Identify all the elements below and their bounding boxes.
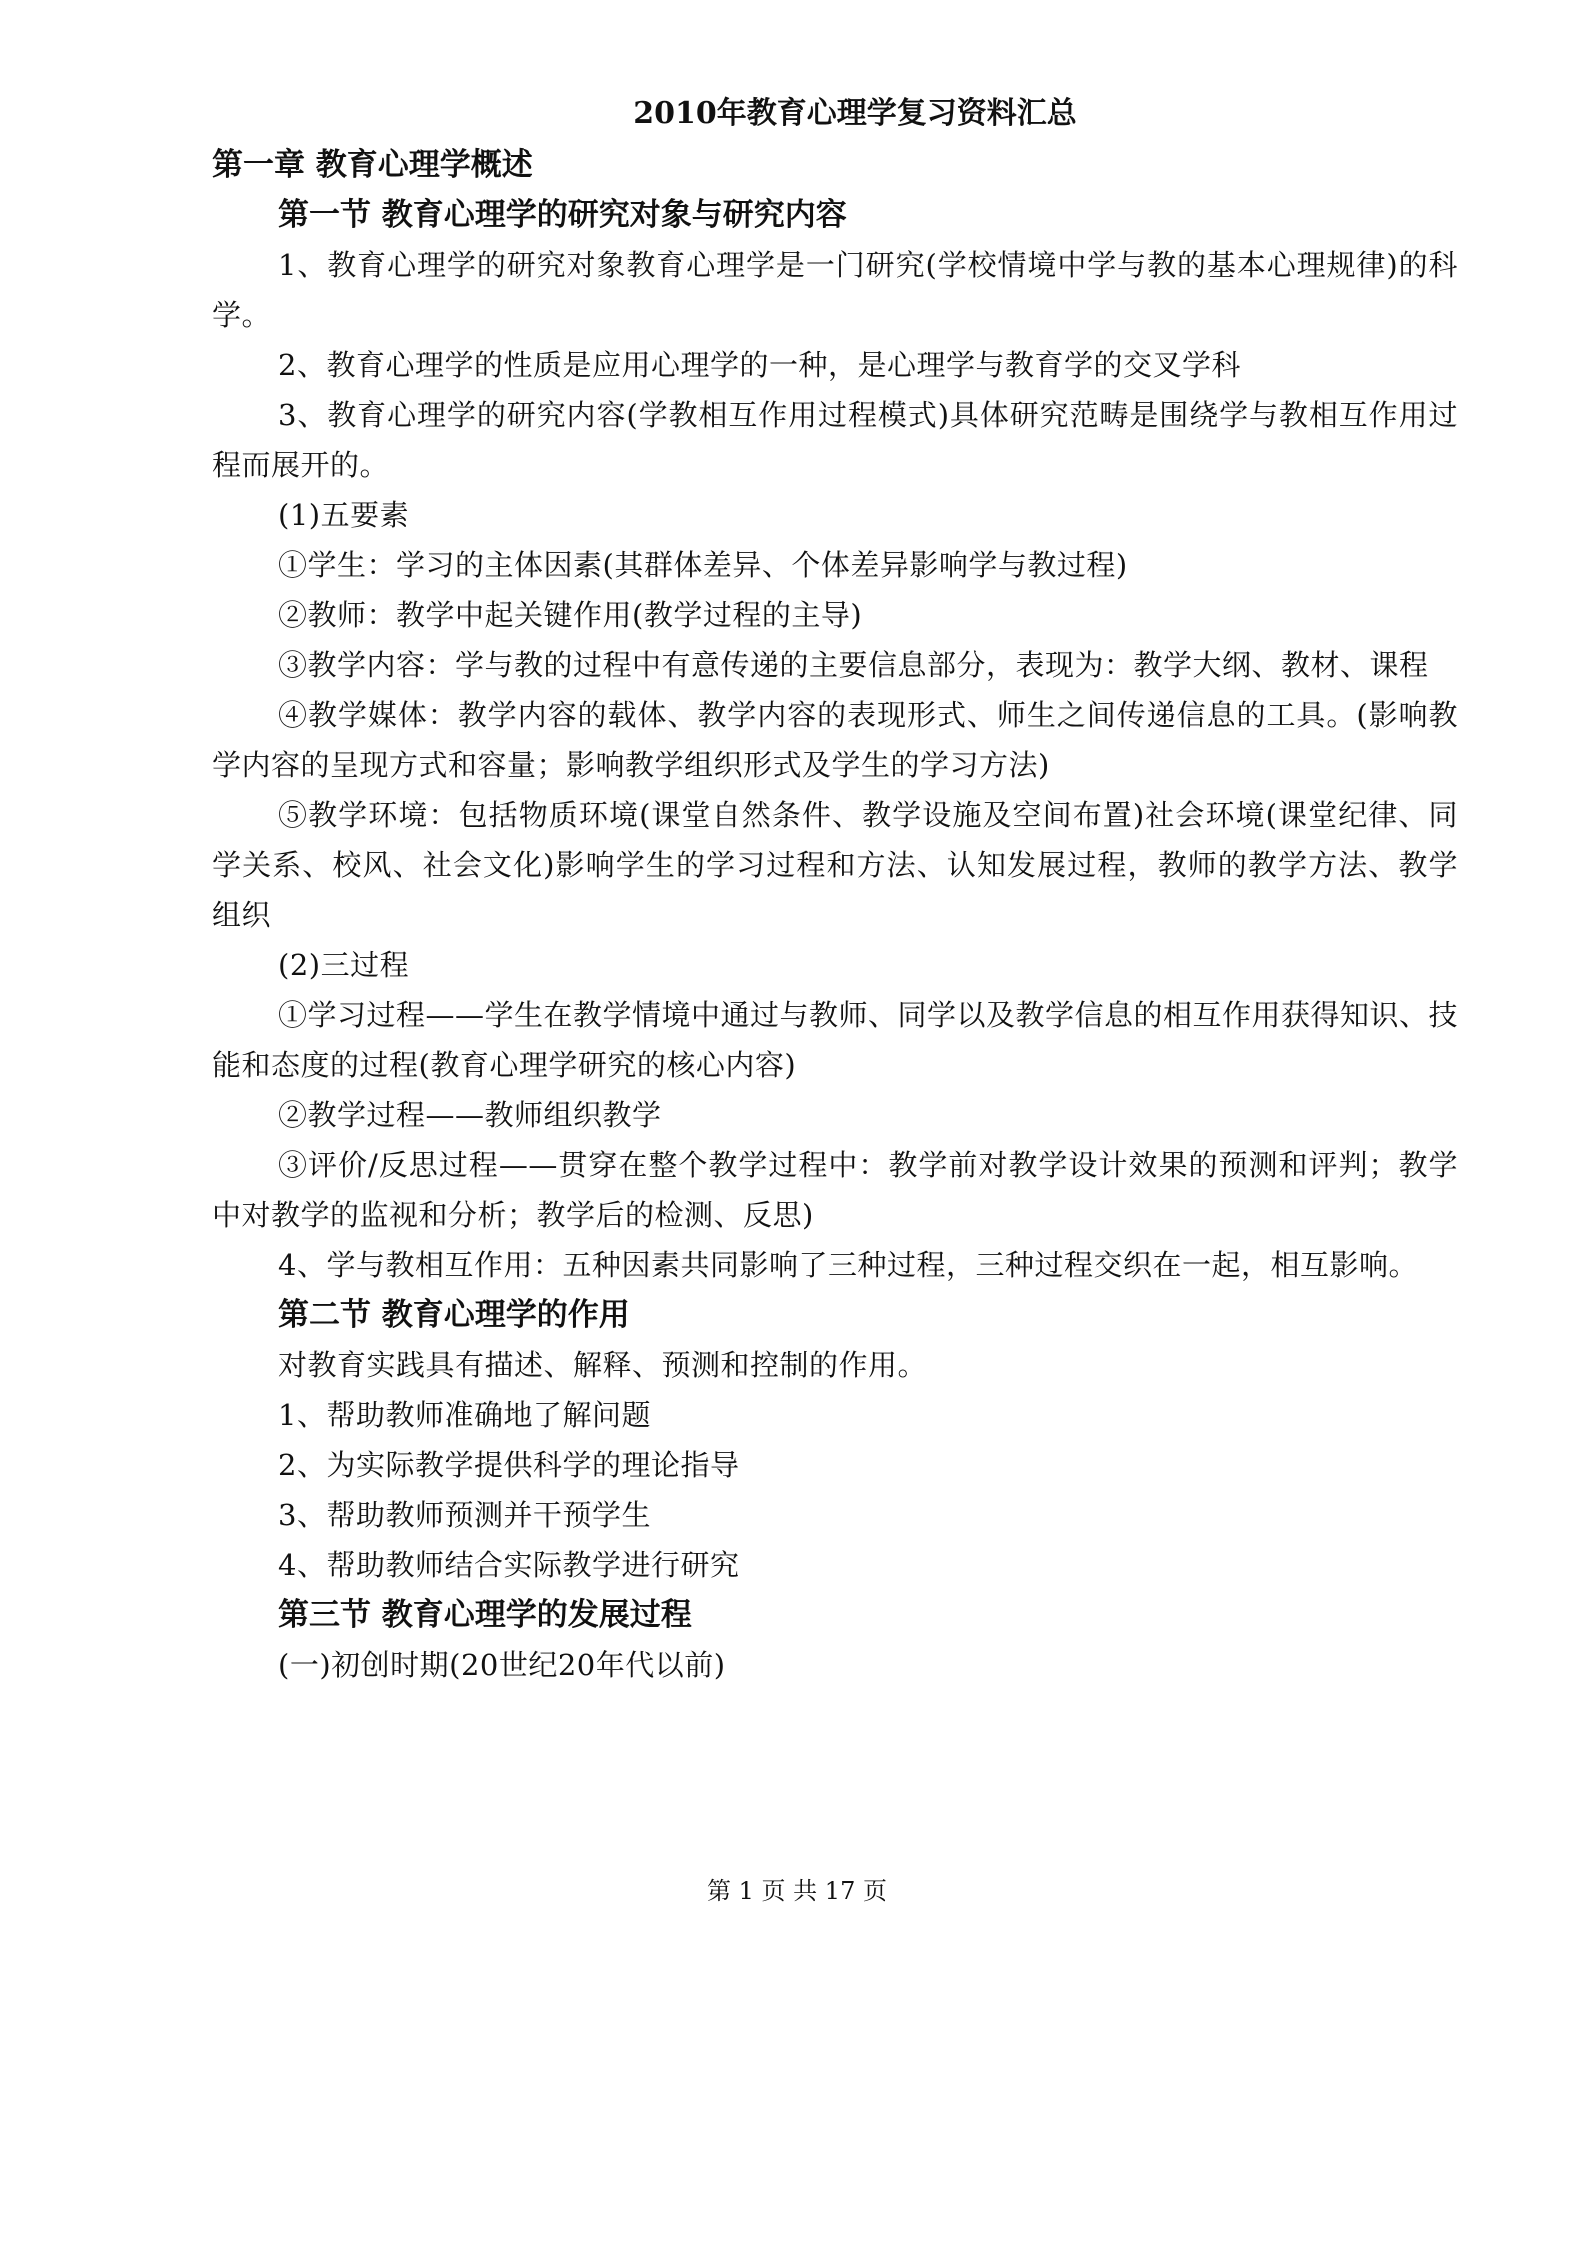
paragraph: (一)初创时期(20世纪20年代以前) (278, 1648, 726, 1682)
paragraph: ①学生：学习的主体因素(其群体差异、个体差异影响学与教过程) (278, 548, 1128, 582)
paragraph: ①学习过程——学生在教学情境中通过与教师、同学以及教学信息的相互作用获得知识、技能和态度的过程(教育心理学研究的核心内容) (212, 998, 1459, 1082)
paragraph: ②教学过程——教师组织教学 (278, 1098, 662, 1132)
paragraph: (1)五要素 (278, 498, 410, 532)
paragraph: (2)三过程 (278, 948, 410, 982)
section-heading-1: 第一节 教育心理学的研究对象与研究内容 (278, 197, 847, 233)
paragraph: ④教学媒体：教学内容的载体、教学内容的表现形式、师生之间传递信息的工具。(影响教学内容的呈现方式和容量；影响教学组织形式及学生的学习方法) (212, 698, 1458, 782)
page-footer: 第 1 页 共 17 页 (707, 1877, 887, 1905)
section-heading-3: 第三节 教育心理学的发展过程 (278, 1597, 692, 1633)
paragraph: 2、教育心理学的性质是应用心理学的一种，是心理学与教育学的交叉学科 (278, 348, 1241, 382)
paragraph: 4、帮助教师结合实际教学进行研究 (278, 1548, 740, 1582)
chapter-heading: 第一章 教育心理学概述 (212, 147, 533, 183)
paragraph: 3、教育心理学的研究内容(学教相互作用过程模式)具体研究范畴是围绕学与教相互作用过程而展开的。 (212, 398, 1458, 482)
paragraph: 3、帮助教师预测并干预学生 (278, 1498, 651, 1532)
paragraph: 2、为实际教学提供科学的理论指导 (278, 1448, 740, 1482)
paragraph: 1、教育心理学的研究对象教育心理学是一门研究(学校情境中学与教的基本心理规律)的科学。 (212, 248, 1458, 332)
paragraph: ③教学内容：学与教的过程中有意传递的主要信息部分，表现为：教学大纲、教材、课程 (278, 648, 1429, 682)
paragraph: ②教师：教学中起关键作用(教学过程的主导) (278, 598, 863, 632)
paragraph: 对教育实践具有描述、解释、预测和控制的作用。 (278, 1348, 928, 1382)
paragraph: 1、帮助教师准确地了解问题 (278, 1398, 651, 1432)
paragraph: 4、学与教相互作用：五种因素共同影响了三种过程，三种过程交织在一起，相互影响。 (278, 1248, 1418, 1282)
section-heading-2: 第二节 教育心理学的作用 (278, 1297, 630, 1333)
document-title: 2010年教育心理学复习资料汇总 (633, 96, 1077, 131)
paragraph: ⑤教学环境：包括物质环境(课堂自然条件、教学设施及空间布置)社会环境(课堂纪律、同学关系、校风、社会文化)影响学生的学习过程和方法、认知发展过程，教师的教学方法、教学组织 (212, 798, 1458, 932)
document-body (212, 92, 1458, 1690)
paragraph: ③评价/反思过程——贯穿在整个教学过程中：教学前对教学设计效果的预测和评判；教学中对教学的监视和分析；教学后的检测、反思) (212, 1148, 1458, 1232)
